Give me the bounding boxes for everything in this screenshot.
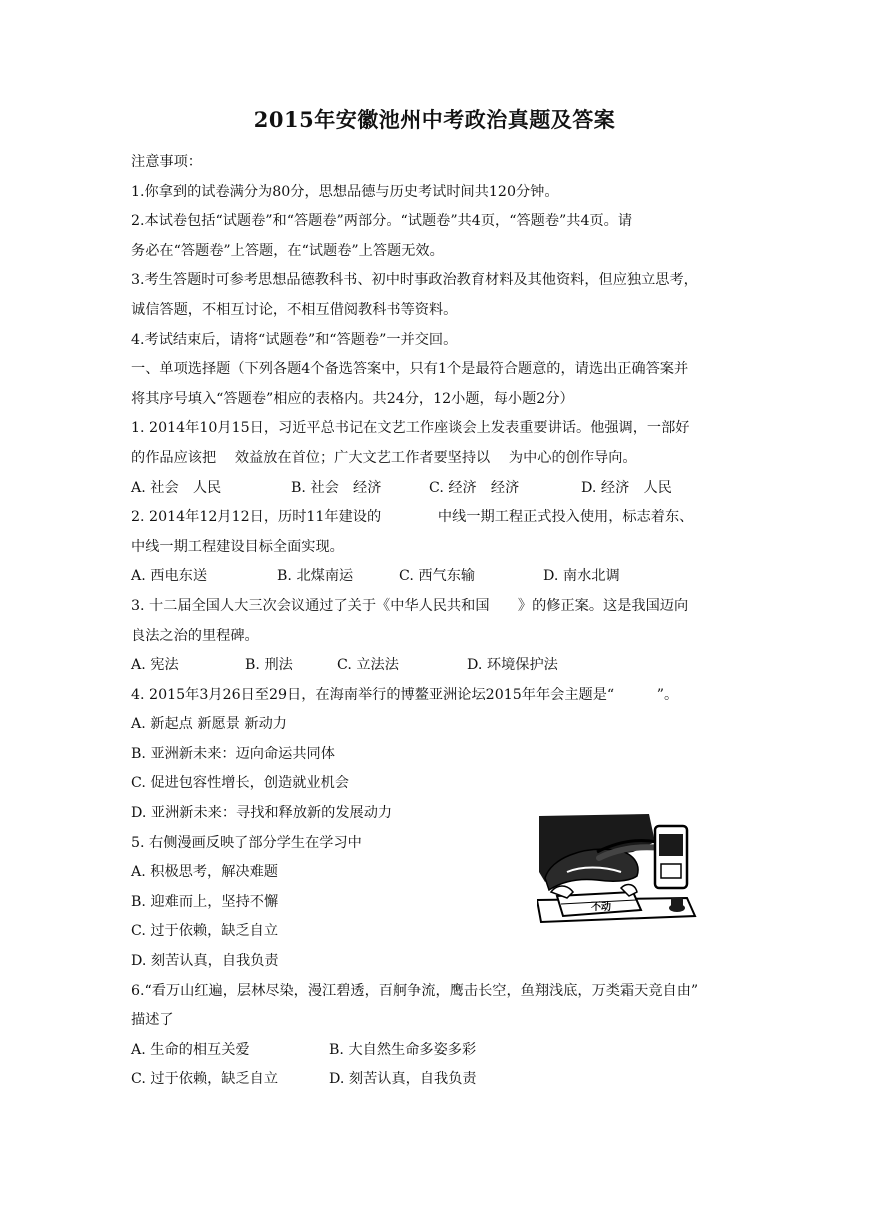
notice-item-2-line-1: 2.本试卷包括“试题卷”和“答题卷”两部分。“试题卷”共4页，“答题卷”共4页。请	[131, 213, 633, 230]
question-3-line-1: 3. 十二届全国人大三次会议通过了关于《中华人民共和国 》的修正案。这是我国迈向	[131, 597, 689, 614]
q6-option-d: D. 刻苦认真，自我负责	[329, 1071, 477, 1088]
question-1-line-1: 1. 2014年10月15日，习近平总书记在文艺工作座谈会上发表重要讲话。他强调，一部好	[131, 420, 690, 437]
q3-option-a: A. 宪法	[131, 657, 179, 674]
q5-option-d: D. 刻苦认真，自我负责	[131, 953, 279, 970]
cartoon-bottle-panel	[661, 864, 681, 878]
q2-option-c: C. 西气东输	[399, 568, 476, 585]
q2-option-b: B. 北煤南运	[277, 568, 354, 585]
q3-option-b: B. 刑法	[245, 657, 293, 674]
q5-option-a: A. 积极思考，解决难题	[131, 864, 278, 881]
q2-option-a: A. 西电东送	[131, 568, 208, 585]
exam-content	[131, 148, 741, 1095]
cartoon-book-text: 不动	[591, 902, 611, 913]
q1-option-c: C. 经济 经济	[429, 479, 520, 496]
question-5-line-1: 5. 右侧漫画反映了部分学生在学习中	[131, 834, 362, 851]
q1-option-a: A. 社会 人民	[131, 479, 222, 496]
q4-option-a: A. 新起点 新愿景 新动力	[131, 716, 287, 733]
q4-option-b: B. 亚洲新未来：迈向命运共同体	[131, 745, 335, 762]
q6-option-c: C. 过于依赖，缺乏自立	[131, 1071, 279, 1088]
notice-item-4: 4.考试结束后，请将“试题卷”和“答题卷”一并交回。	[131, 331, 458, 348]
q3-option-c: C. 立法法	[337, 657, 399, 674]
q5-option-b: B. 迎难而上，坚持不懈	[131, 893, 279, 910]
question-2-line-1: 2. 2014年12月12日，历时11年建设的 中线一期工程正式投入使用，标志着东、	[131, 509, 694, 526]
question-4-line-1: 4. 2015年3月26日至29日，在海南举行的博鳌亚洲论坛2015年年会主题是“ ”。	[131, 686, 679, 703]
q6-option-b: B. 大自然生命多姿多彩	[329, 1041, 477, 1058]
q2-option-d: D. 南水北调	[543, 568, 620, 585]
section-1-line-2: 将其序号填入“答题卷”相应的表格内。共24分，12小题，每小题2分）	[131, 390, 574, 407]
question-6-options-row-1	[131, 1036, 741, 1066]
notice-item-1: 1.你拿到的试卷满分为80分，思想品德与历史考试时间共120分钟。	[131, 183, 559, 200]
q3-option-d: D. 环境保护法	[467, 657, 558, 674]
q1-option-d: D. 经济 人民	[581, 479, 672, 496]
notice-item-2-line-2: 务必在“答题卷”上答题，在“试题卷”上答题无效。	[131, 242, 444, 259]
page-title: 2015年安徽池州中考政治真题及答案	[253, 107, 616, 132]
question-6-options-row-2	[131, 1065, 741, 1095]
q6-option-a: A. 生命的相互关爱	[131, 1041, 250, 1058]
question-6-line-2: 描述了	[131, 1012, 174, 1029]
cartoon-left-hand	[551, 886, 573, 898]
cartoon-ink-bottle	[671, 898, 683, 908]
study-cartoon-illustration	[537, 812, 703, 932]
question-2-line-2: 中线一期工程建设目标全面实现。	[131, 538, 344, 555]
q5-option-c: C. 过于依赖，缺乏自立	[131, 923, 279, 940]
notice-item-3-line-1: 3.考生答题时可参考思想品德教科书、初中时事政治教育材料及其他资料，但应独立思考，	[131, 272, 698, 289]
question-2-options	[131, 562, 741, 592]
question-3-line-2: 良法之治的里程碑。	[131, 627, 259, 644]
notice-item-3-line-2: 诚信答题，不相互讨论，不相互借阅教科书等资料。	[131, 301, 458, 318]
question-1-line-2: 的作品应该把 效益放在首位；广大文艺工作者要坚持以 为中心的创作导向。	[131, 449, 637, 466]
section-1-line-1: 一、单项选择题（下列各题4个备选答案中，只有1个是最符合题意的，请选出正确答案并	[131, 361, 689, 378]
question-6-line-1: 6.“看万山红遍，层林尽染，漫江碧透，百舸争流，鹰击长空，鱼翔浅底，万类霜天竞自由”	[131, 982, 699, 999]
notice-heading: 注意事项：	[131, 154, 202, 170]
question-1-options	[131, 474, 741, 504]
question-3-options	[131, 651, 741, 681]
q4-option-d: D. 亚洲新未来：寻找和释放新的发展动力	[131, 805, 393, 822]
cartoon-bottle-label	[659, 834, 683, 856]
q1-option-b: B. 社会 经济	[291, 479, 382, 496]
q4-option-c: C. 促进包容性增长，创造就业机会	[131, 775, 349, 792]
